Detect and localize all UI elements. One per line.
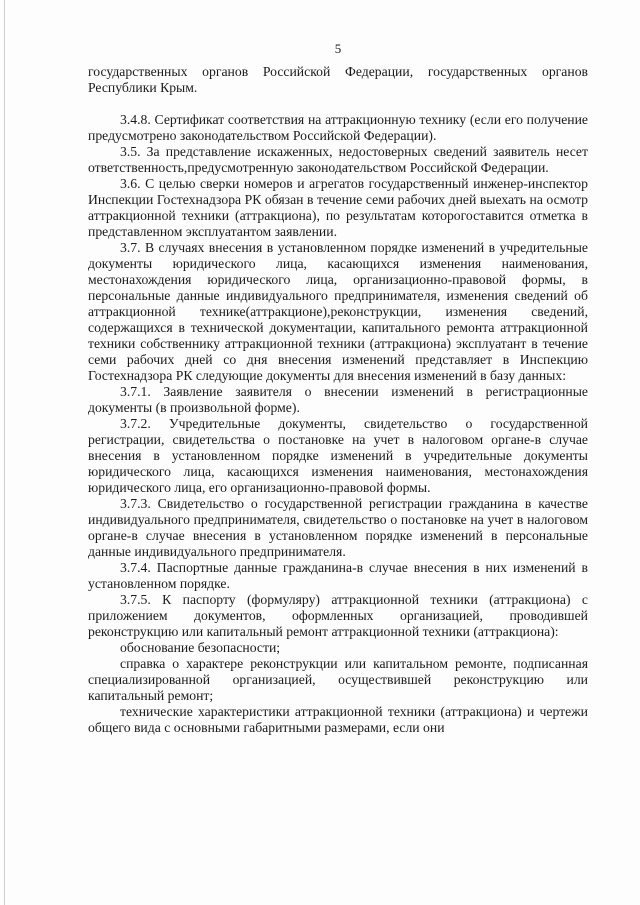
paragraph-3-5: 3.5. За представление искаженных, недостоверных сведений заявитель несет ответственность,предусмотренную законодательством Российской Федерации. <box>88 144 588 175</box>
paragraph-3-7-5: 3.7.5. К паспорту (формуляру) аттракционной техники (аттракциона) с приложением документов, оформленных организацией, проводившей реконструкцию или капитальный ремонт аттракционной техники (аттракциона): <box>88 592 588 639</box>
scan-edge-line <box>4 0 5 905</box>
paragraph-3-4-8: 3.4.8. Сертификат соответствия на аттракционную технику (если его получение предусмотрено законодательством Российской Федерации). <box>88 112 588 143</box>
paragraph-3-7-3: 3.7.3. Свидетельство о государственной регистрации гражданина в качестве индивидуального предпринимателя, свидетельство о постановке на учет в налоговом органе-в случае внесения в установленном порядке изменений в персональные данные индивидуального предпринимателя. <box>88 496 588 559</box>
paragraph-3-7-4: 3.7.4. Паспортные данные гражданина-в случае внесения в них изменений в установленном порядке. <box>88 560 588 591</box>
list-item-technical-specs: технические характеристики аттракционной техники (аттракциона) и чертежи общего вида с основными габаритными размерами, если они <box>88 704 588 735</box>
paragraph-3-7-2: 3.7.2. Учредительные документы, свидетельство о государственной регистрации, свидетельства о постановке на учет в налоговом органе-в случае внесения в установленном порядке изменений в учредительные документы юридического лица, касающихся изменения наименования, местонахождения юридического лица, его организационно-правовой формы. <box>88 416 588 495</box>
paragraph-3-7: 3.7. В случаях внесения в установленном порядке изменений в учредительные документы юридического лица, касающихся изменения наименования, местонахождения юридического лица, организационно-правовой формы, в персональные данные индивидуального предпринимателя, изменения сведений об аттракционной технике(аттракционе),реконструкции, изменения сведений, содержащихся в технической документации, капитального ремонта аттракционной техники собственнику аттракционной техники (аттракциона) эксплуатант в течение семи рабочих дней со дня внесения изменений представляет в Инспекцию Гостехнадзора РК следующие документы для внесения изменений в базу данных: <box>88 240 588 383</box>
paragraph-continuation: государственных органов Российской Федерации, государственных органов Республики Крым. <box>88 64 588 95</box>
document-body <box>88 64 588 736</box>
page-number: 5 <box>334 41 342 56</box>
paragraph-3-7-1: 3.7.1. Заявление заявителя о внесении изменений в регистрационные документы (в произвольной форме). <box>88 384 588 415</box>
paragraph-3-6: 3.6. С целью сверки номеров и агрегатов государственный инженер-инспектор Инспекции Гостехнадзора РК обязан в течение семи рабочих дней выехать на осмотр аттракционной техники (аттракциона), по результатам которогоставится отметка в представленном эксплуатантом заявлении. <box>88 176 588 239</box>
list-item-repair-certificate: справка о характере реконструкции или капитальном ремонте, подписанная специализированной организацией, осуществившей реконструкцию или капитальный ремонт; <box>88 656 588 703</box>
list-item-safety-justification: обоснование безопасности; <box>120 640 281 655</box>
